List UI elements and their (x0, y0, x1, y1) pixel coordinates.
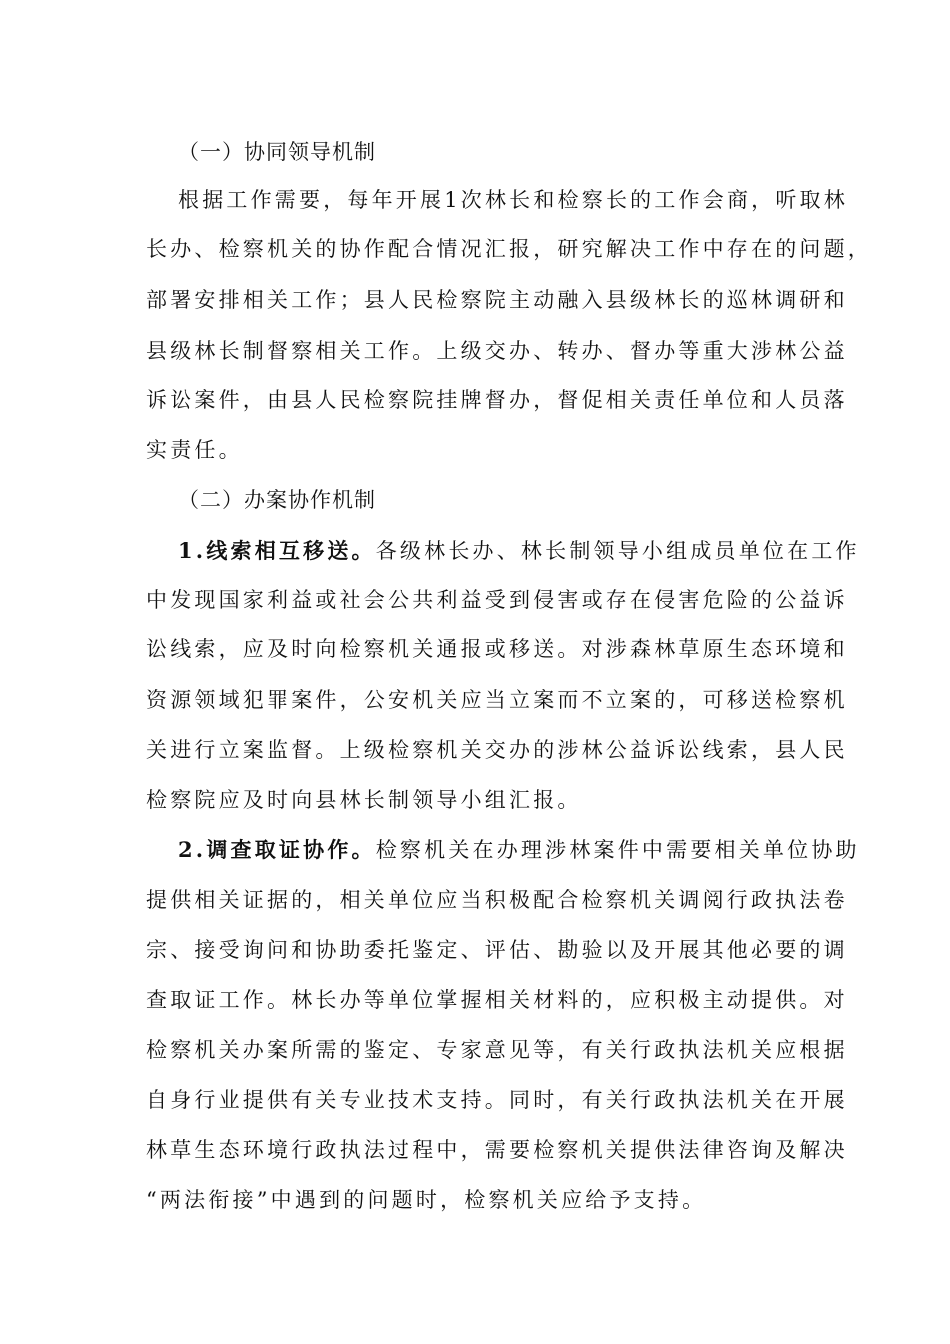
paragraph-line: 关进行立案监督。上级检察机关交办的涉林公益诉讼线索，县人民 (146, 738, 848, 762)
item-text: 检察机关在办理涉林案件中需要相关单位协助 (375, 838, 860, 862)
paragraph-line: 检察院应及时向县林长制领导小组汇报。 (146, 788, 582, 812)
paragraph-line: 资源领域犯罪案件，公安机关应当立案而不立案的，可移送检察机 (146, 688, 848, 712)
paragraph-line: 林草生态环境行政执法过程中，需要检察机关提供法律咨询及解决 (146, 1138, 848, 1162)
section-heading: （二）办案协作机制 (178, 488, 376, 512)
paragraph-line: 根据工作需要，每年开展1次林长和检察长的工作会商，听取林 (178, 188, 848, 212)
paragraph-line: 检察机关办案所需的鉴定、专家意见等，有关行政执法机关应根据 (146, 1038, 848, 1062)
paragraph-line: 中发现国家利益或社会公共利益受到侵害或存在侵害危险的公益诉 (146, 588, 848, 612)
paragraph-line: 长办、检察机关的协作配合情况汇报，研究解决工作中存在的问题， (146, 237, 872, 261)
paragraph-line: 讼线索，应及时向检察机关通报或移送。对涉森林草原生态环境和 (146, 637, 848, 661)
section-heading: （一）协同领导机制 (178, 140, 376, 164)
paragraph-line: 宗、接受询问和协助委托鉴定、评估、勘验以及开展其他必要的调 (146, 938, 848, 962)
item-text: 各级林长办、林长制领导小组成员单位在工作 (375, 539, 860, 563)
paragraph-line (178, 536, 860, 566)
paragraph-line: 诉讼案件，由县人民检察院挂牌督办，督促相关责任单位和人员落 (146, 388, 848, 412)
paragraph-line: “两法衔接”中遇到的问题时，检察机关应给予支持。 (146, 1188, 707, 1212)
paragraph-line: 提供相关证据的，相关单位应当积极配合检察机关调阅行政执法卷 (146, 888, 848, 912)
paragraph-line: 查取证工作。林长办等单位掌握相关材料的，应积极主动提供。对 (146, 988, 848, 1012)
paragraph-line: 实责任。 (146, 438, 243, 462)
item-title: 1.线索相互移送。 (178, 538, 376, 563)
paragraph-line (178, 835, 860, 865)
paragraph-line: 部署安排相关工作；县人民检察院主动融入县级林长的巡林调研和 (146, 288, 848, 312)
paragraph-line: 自身行业提供有关专业技术支持。同时，有关行政执法机关在开展 (146, 1088, 848, 1112)
paragraph-line: 县级林长制督察相关工作。上级交办、转办、督办等重大涉林公益 (146, 339, 848, 363)
item-title: 2.调查取证协作。 (178, 837, 376, 862)
